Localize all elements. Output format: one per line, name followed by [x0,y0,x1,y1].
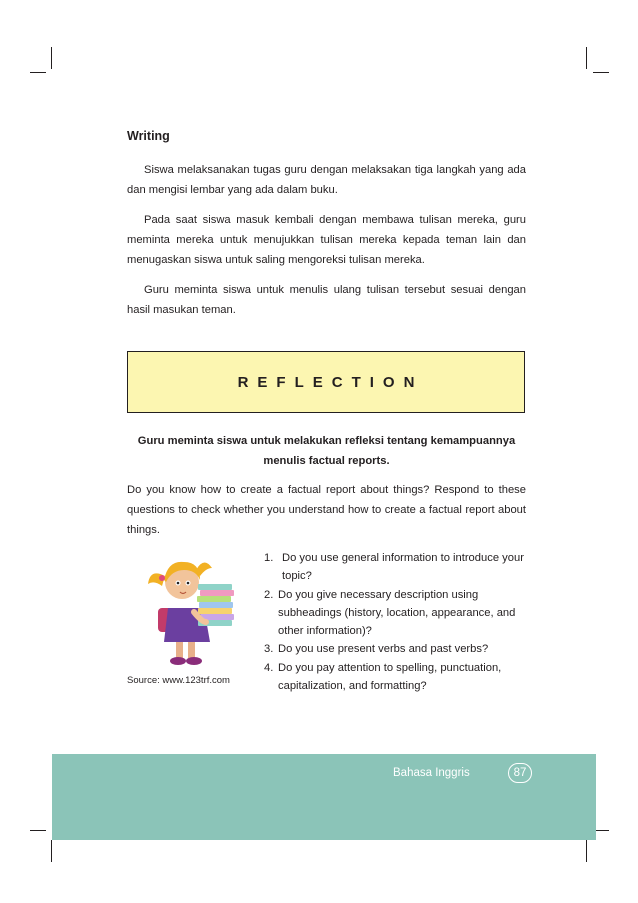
footer-book-title: Bahasa Inggris [393,767,470,779]
reflection-title: REFLECTION [237,373,424,391]
reflection-instruction: Guru meminta siswa untuk melakukan refleksi tentang kemampuannya menulis factual reports. [137,435,516,467]
list-item [264,586,534,641]
girl-with-books-illustration [138,550,248,668]
writing-heading: Writing [127,129,170,143]
list-item [264,549,534,586]
question-number: 4. [264,661,274,674]
reflection-questions [264,549,534,695]
writing-paragraph: Siswa melaksanakan tugas guru dengan melaksakan tiga langkah yang ada dan mengisi lembar yang ada dalam buku. [127,164,526,196]
question-number: 1. [264,552,274,564]
list-item [264,640,534,658]
list-item [264,659,534,696]
reflection-intro: Do you know how to create a factual report about things? Respond to these questions to check whether you understand how to create a factual report about things. [127,484,526,536]
question-text: Do you use general information to introduce your topic? [282,552,524,583]
writing-paragraph: Pada saat siswa masuk kembali dengan membawa tulisan mereka, guru meminta mereka untuk menujukkan tulisan mereka kepada teman lain dan menugaskan siswa untuk saling mengoreksi tulisan mereka. [127,214,526,266]
writing-paragraph: Guru meminta siswa untuk menulis ulang tulisan tersebut sesuai dengan hasil masukan teman. [127,284,526,316]
page-number: 87 [508,763,532,783]
crop-mark [30,830,46,831]
crop-mark [51,840,52,862]
reflection-banner [127,351,525,413]
image-source-caption: Source: www.123trf.com [127,675,230,686]
crop-mark [51,47,52,69]
question-text: Do you give necessary description using subheadings (history, location, appearance, and other information)? [278,588,516,638]
crop-mark [593,72,609,73]
question-text: Do you pay attention to spelling, punctuation, capitalization, and formatting? [278,661,502,693]
crop-mark [30,72,46,73]
crop-mark [586,47,587,69]
question-number: 2. [264,588,274,601]
crop-mark [586,840,587,862]
question-number: 3. [264,643,274,656]
question-text: Do you use present verbs and past verbs? [278,643,489,656]
